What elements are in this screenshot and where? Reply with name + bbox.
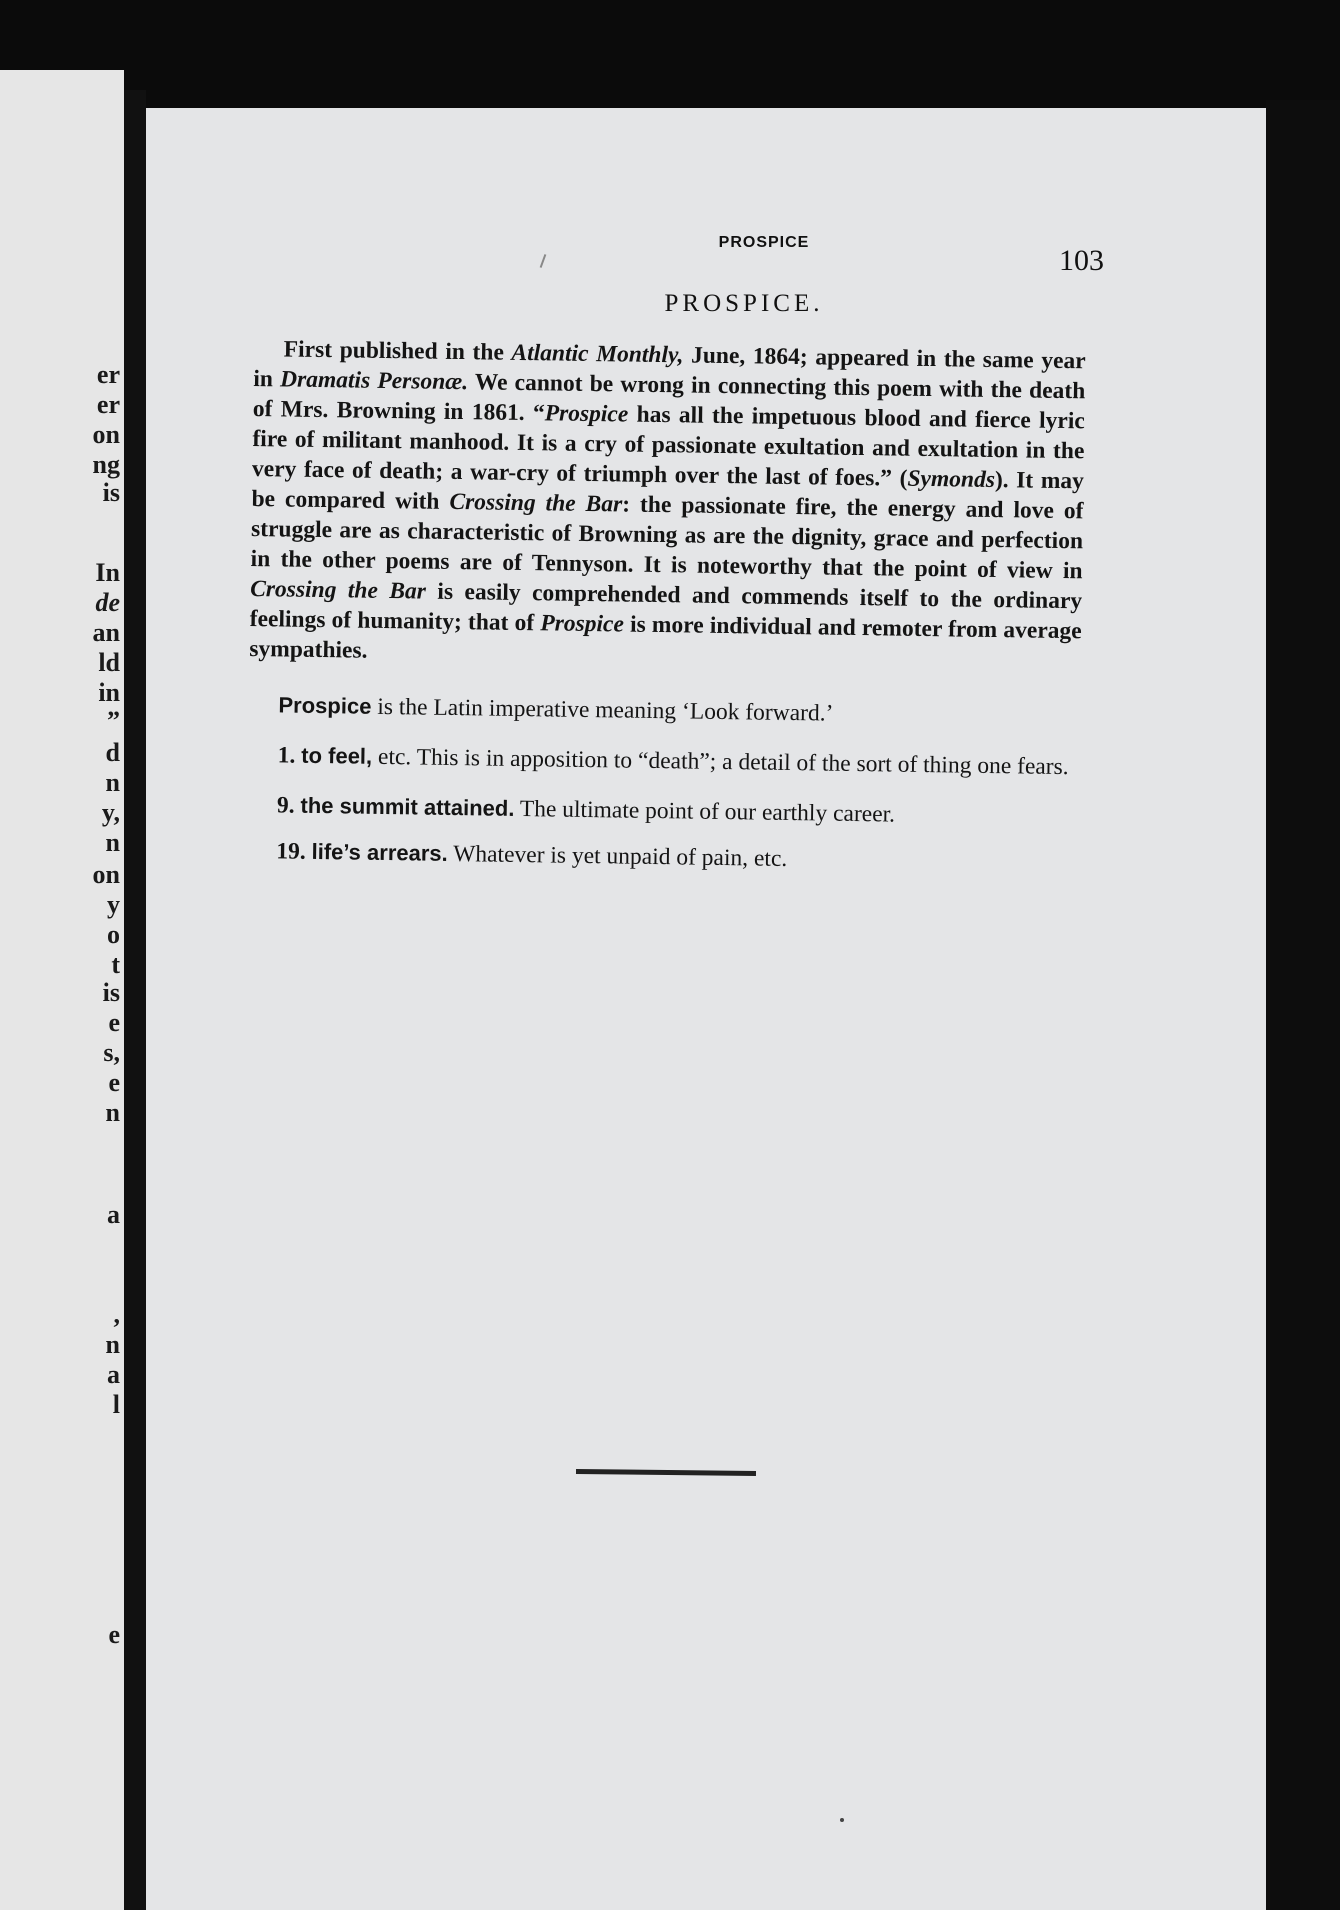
left-fragment: n bbox=[105, 1098, 120, 1127]
left-fragment: is bbox=[102, 978, 120, 1007]
left-fragment: ng bbox=[92, 450, 120, 479]
intro-italic: Prospice bbox=[544, 400, 629, 428]
running-head: PROSPICE bbox=[718, 234, 810, 251]
intro-italic: Crossing the Bar bbox=[250, 575, 427, 605]
left-fragment: a bbox=[107, 1200, 120, 1229]
scan-edge bbox=[1266, 100, 1340, 1910]
intro-text: : the passionate fire, the energy and love of struggle are as characteristic of Browning as are the dignity, grace and perfection in the other poems are of Tennyson. It is noteworthy that the point of view in bbox=[250, 491, 1084, 585]
note-item bbox=[248, 740, 1080, 782]
left-fragment: on bbox=[92, 420, 120, 449]
left-fragment: e bbox=[108, 1008, 120, 1037]
latin-note bbox=[248, 690, 1080, 732]
book-gutter bbox=[124, 90, 146, 1910]
note-number: 1. bbox=[277, 742, 296, 769]
left-fragment: in bbox=[98, 678, 120, 707]
intro-text: is easily comprehended and commends itself to the ordinary feelings of humanity; that of bbox=[249, 578, 1083, 637]
end-rule bbox=[576, 1469, 756, 1476]
intro-text: First published in the bbox=[283, 336, 512, 366]
intro-italic: Symonds bbox=[907, 465, 996, 494]
left-fragment: er bbox=[96, 360, 120, 389]
note-term: to feel, bbox=[301, 742, 373, 769]
intro-italic: Dramatis Personæ. bbox=[279, 366, 469, 396]
intro-text: ). It may be compared with bbox=[251, 467, 1085, 515]
intro-italic: Prospice bbox=[540, 610, 625, 638]
left-fragment: n bbox=[105, 1330, 120, 1359]
intro-text: June, 1864; appeared in the same year in bbox=[253, 342, 1086, 393]
left-fragment: o bbox=[107, 920, 120, 949]
note-number: 9. bbox=[276, 792, 295, 819]
note-item bbox=[247, 790, 1079, 832]
left-fragment: y bbox=[107, 890, 120, 919]
left-fragment: e bbox=[108, 1620, 120, 1649]
scan-speck bbox=[840, 1818, 844, 1822]
note-text: The ultimate point of our earthly career. bbox=[514, 795, 896, 828]
left-fragment: d bbox=[105, 738, 120, 767]
note-text: etc. This is in apposition to “death”; a detail of the sort of thing one fears. bbox=[371, 743, 1069, 781]
note-number: 19. bbox=[276, 838, 306, 865]
left-fragment: In bbox=[95, 558, 120, 587]
intro-paragraph bbox=[249, 334, 1086, 676]
left-fragment: e bbox=[108, 1068, 120, 1097]
left-fragment: t bbox=[111, 950, 120, 979]
note-item bbox=[246, 836, 1078, 878]
left-fragment: n bbox=[105, 768, 120, 797]
intro-text: We cannot be wrong in connecting this poem with the death of Mrs. Browning in 1861. “ bbox=[252, 369, 1086, 427]
latin-text: is the Latin imperative meaning ‘Look forward.’ bbox=[371, 693, 834, 727]
left-fragment: de bbox=[95, 588, 120, 617]
latin-term: Prospice bbox=[278, 692, 372, 719]
left-fragment: ” bbox=[107, 706, 120, 735]
left-fragment: n bbox=[105, 828, 120, 857]
left-fragment: ld bbox=[98, 648, 120, 677]
book-page bbox=[146, 108, 1266, 1910]
left-fragment: s, bbox=[103, 1038, 120, 1067]
intro-text: is more individual and remoter from average sympathies. bbox=[249, 611, 1082, 664]
left-fragment: , bbox=[113, 1300, 120, 1329]
intro-italic: Atlantic Monthly, bbox=[511, 339, 684, 369]
left-fragment: is bbox=[102, 478, 120, 507]
intro-italic: Crossing the Bar bbox=[449, 488, 623, 518]
note-text: Whatever is yet unpaid of pain, etc. bbox=[447, 840, 788, 872]
scan-speck bbox=[540, 254, 547, 268]
page-title: PROSPICE. bbox=[664, 290, 824, 317]
left-fragment: l bbox=[112, 1390, 120, 1419]
left-fragment: er bbox=[96, 390, 120, 419]
left-fragment: an bbox=[92, 618, 120, 647]
left-fragment: a bbox=[107, 1360, 120, 1389]
note-term: life’s arrears. bbox=[311, 838, 448, 866]
left-fragment: on bbox=[92, 860, 120, 889]
intro-text: has all the impetuous blood and fierce lyric fire of militant manhood. It is a cry of passionate exultation and exultation in the very face of death; a war-cry of triumph over the last of foes.” ( bbox=[251, 401, 1085, 492]
page-body bbox=[246, 334, 1086, 878]
left-fragment: y, bbox=[101, 798, 120, 827]
page-number: 103 bbox=[1059, 244, 1104, 277]
previous-page-edge bbox=[0, 70, 124, 1910]
note-term: the summit attained. bbox=[300, 792, 515, 821]
